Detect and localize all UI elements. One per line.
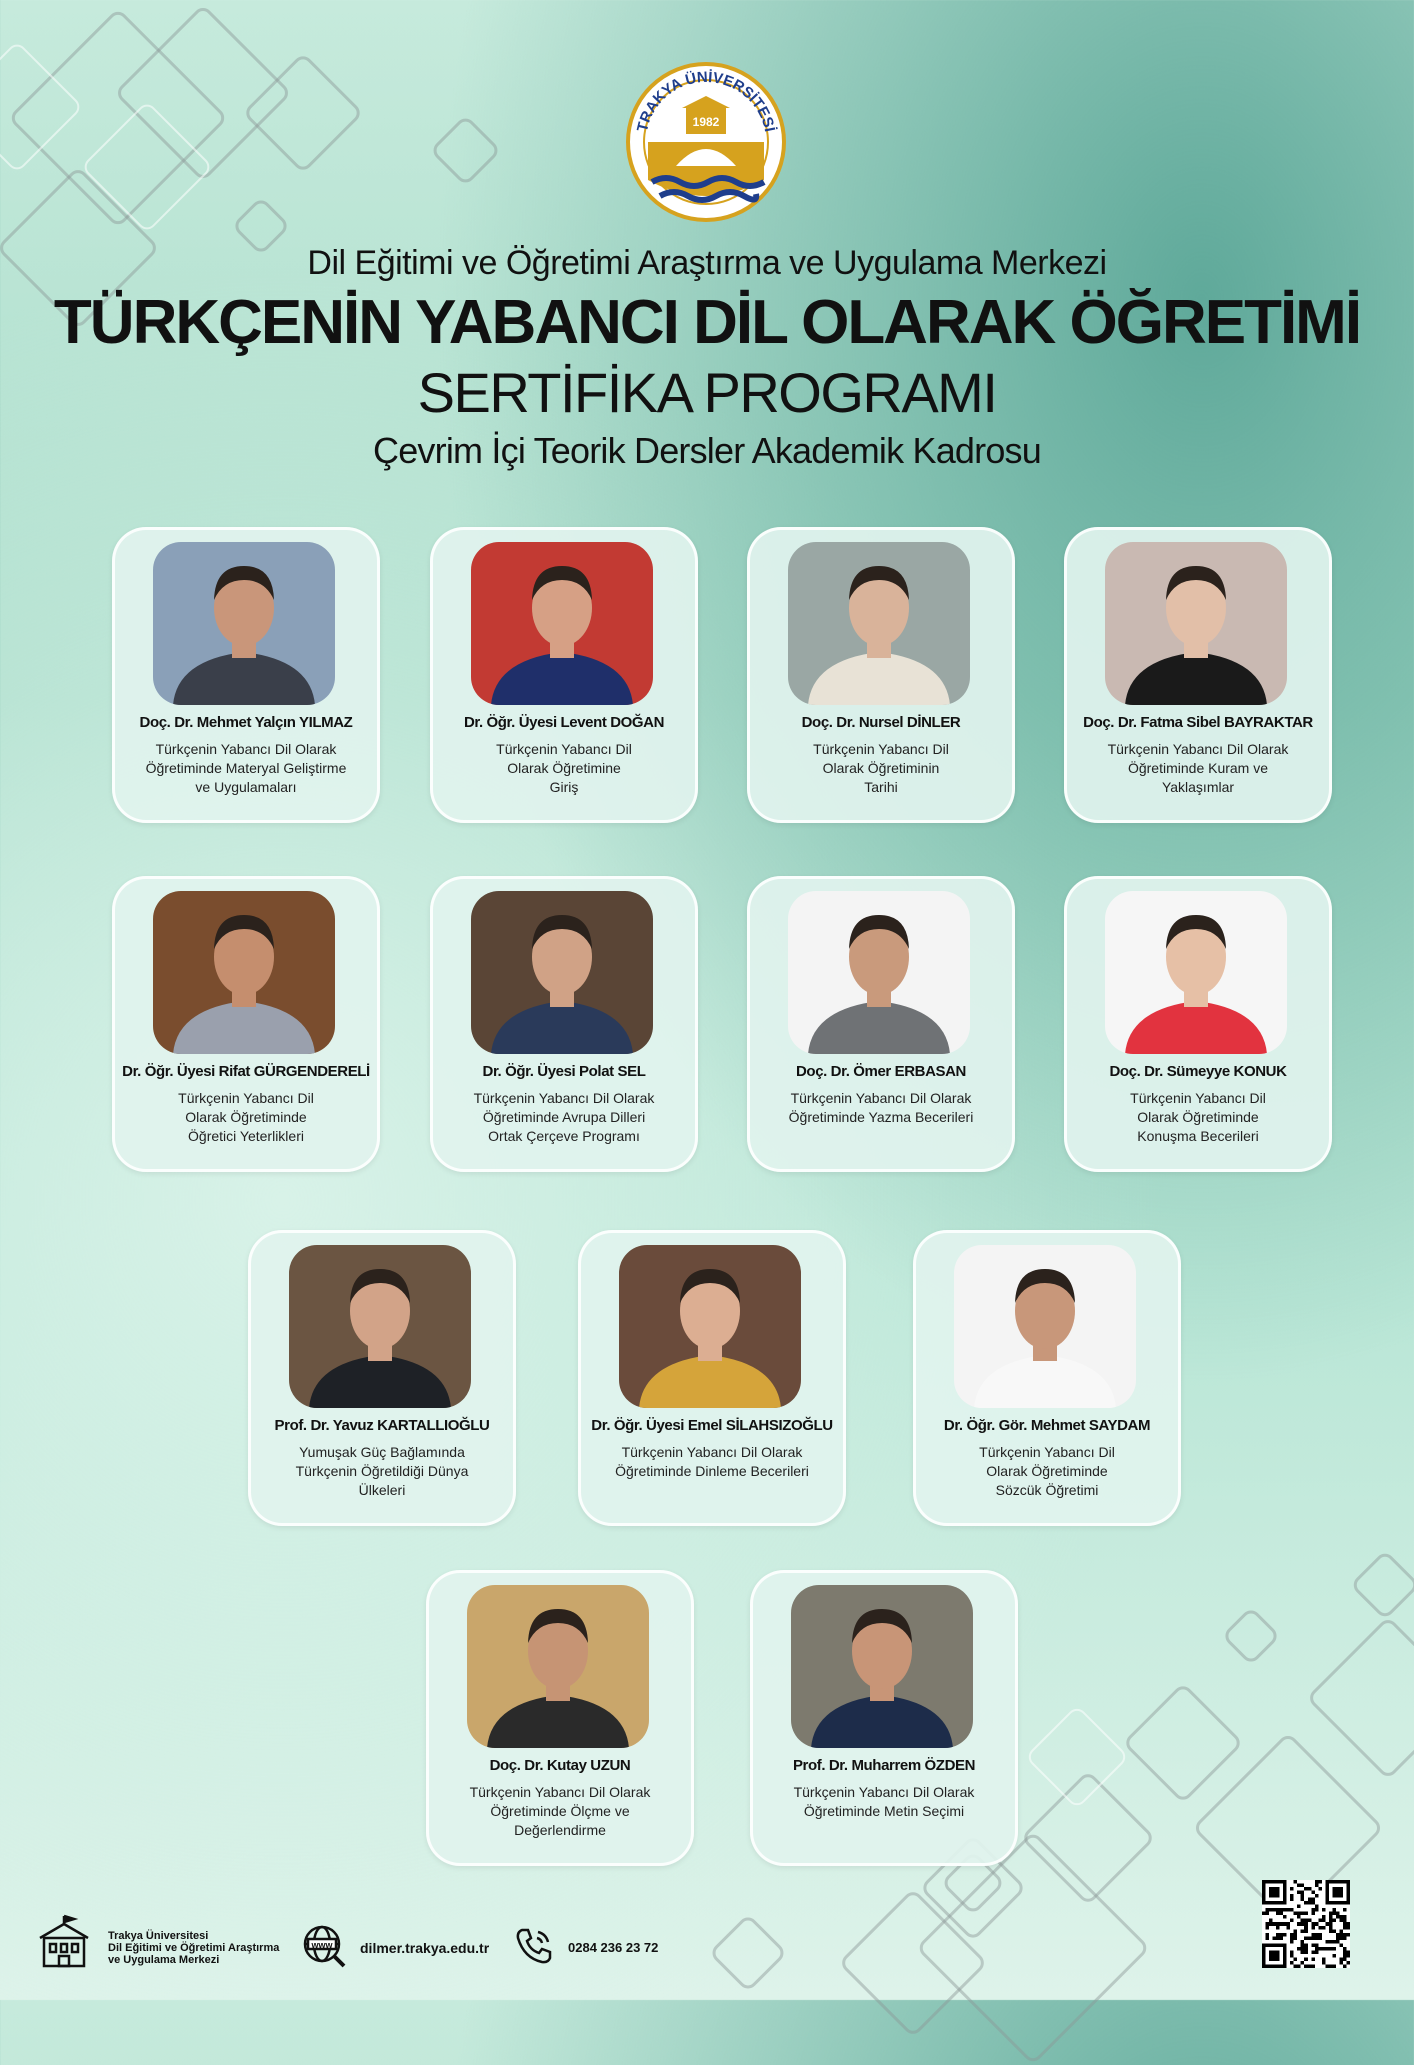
faculty-card — [750, 1570, 1018, 1866]
course-line: Öğretiminde Materyal Geliştirme — [145, 760, 347, 776]
decorative-diamond — [1122, 1682, 1244, 1804]
faculty-name: Doç. Dr. Kutay UZUN — [489, 1757, 631, 1774]
course-line: Türkçenin Yabancı Dil — [813, 741, 949, 757]
phone-number[interactable]: 0284 236 23 72 — [568, 1940, 659, 1955]
course-line: Öğretiminde Metin Seçimi — [803, 1803, 965, 1819]
faculty-card — [747, 527, 1015, 823]
faculty-card — [747, 876, 1015, 1172]
faculty-photo — [619, 1245, 801, 1408]
course-line: Öğretiminde Dinleme Becerileri — [615, 1463, 809, 1479]
faculty-photo — [467, 1585, 649, 1748]
faculty-card — [578, 1230, 846, 1526]
course-line: Öğretiminde Kuram ve — [1127, 760, 1269, 776]
faculty-photo — [788, 542, 970, 705]
decorative-diamond — [1350, 1550, 1414, 1621]
faculty-name: Dr. Öğr. Üyesi Emel SİLAHSIZOĞLU — [591, 1417, 833, 1434]
faculty-course — [133, 740, 359, 797]
course-line: Türkçenin Yabancı Dil — [979, 1444, 1115, 1460]
faculty-course — [1085, 740, 1311, 797]
course-line: Türkçenin Yabancı Dil — [1130, 1090, 1266, 1106]
course-line: Türkçenin Öğretildiği Dünya — [295, 1463, 469, 1479]
faculty-photo — [471, 891, 653, 1054]
course-line: Olarak Öğretimine — [507, 760, 621, 776]
globe-www-icon — [302, 1924, 346, 1968]
course-line: Yumuşak Güç Bağlamında — [299, 1444, 465, 1460]
faculty-photo — [1105, 891, 1287, 1054]
faculty-course — [771, 1783, 997, 1821]
course-line: Olarak Öğretiminde — [185, 1109, 307, 1125]
faculty-heading: Çevrim İçi Teorik Dersler Akademik Kadrosu — [373, 430, 1041, 471]
faculty-course — [133, 1089, 359, 1146]
faculty-course — [451, 740, 677, 797]
institution-line: Dil Eğitimi ve Öğretimi Araştırma — [108, 1942, 280, 1954]
faculty-card — [913, 1230, 1181, 1526]
course-line: Ülkeleri — [358, 1482, 406, 1498]
faculty-name: Doç. Dr. Nursel DİNLER — [801, 714, 961, 731]
decorative-diamond — [1025, 1705, 1130, 1810]
building-icon — [36, 1914, 92, 1970]
faculty-photo — [788, 891, 970, 1054]
faculty-name: Doç. Dr. Ömer ERBASAN — [796, 1063, 966, 1080]
faculty-card — [430, 527, 698, 823]
faculty-photo — [289, 1245, 471, 1408]
faculty-course — [768, 1089, 994, 1127]
faculty-card — [1064, 876, 1332, 1172]
faculty-card — [426, 1570, 694, 1866]
course-line: ve Uygulamaları — [195, 779, 297, 795]
faculty-photo — [153, 891, 335, 1054]
faculty-course — [269, 1443, 495, 1500]
faculty-course — [447, 1783, 673, 1840]
decorative-diamond — [708, 1913, 787, 1992]
faculty-card — [248, 1230, 516, 1526]
faculty-card — [112, 527, 380, 823]
svg-text:TRAKYA ÜNİVERSİTESİ: TRAKYA ÜNİVERSİTESİ — [633, 68, 779, 134]
course-line: Türkçenin Yabancı Dil Olarak — [1107, 741, 1289, 757]
faculty-card — [1064, 527, 1332, 823]
course-line: Olarak Öğretiminde — [986, 1463, 1108, 1479]
course-line: Ortak Çerçeve Programı — [488, 1128, 640, 1144]
course-line: Türkçenin Yabancı Dil — [496, 741, 632, 757]
decorative-diamond — [1306, 1616, 1414, 1780]
course-line: Tarihi — [864, 779, 898, 795]
course-line: Giriş — [549, 779, 579, 795]
faculty-course — [934, 1443, 1160, 1500]
faculty-name: Dr. Öğr. Gör. Mehmet SAYDAM — [943, 1417, 1151, 1434]
faculty-name: Doç. Dr. Sümeyye KONUK — [1109, 1063, 1287, 1080]
faculty-photo — [954, 1245, 1136, 1408]
course-line: Türkçenin Yabancı Dil Olarak — [621, 1444, 803, 1460]
course-line: Değerlendirme — [514, 1822, 606, 1838]
course-line: Olarak Öğretiminin — [822, 760, 940, 776]
decorative-diamond — [1221, 1606, 1280, 1665]
faculty-name: Doç. Dr. Mehmet Yalçın YILMAZ — [139, 714, 353, 731]
course-line: Öğretiminde Yazma Becerileri — [788, 1109, 974, 1125]
course-line: Türkçenin Yabancı Dil Olarak — [793, 1784, 975, 1800]
footer-institution — [108, 1930, 279, 1966]
faculty-name: Prof. Dr. Muharrem ÖZDEN — [792, 1757, 976, 1774]
faculty-course — [599, 1443, 825, 1481]
course-line: Yaklaşımlar — [1161, 779, 1235, 795]
course-line: Sözcük Öğretimi — [995, 1482, 1099, 1498]
course-line: Öğretiminde Ölçme ve — [490, 1803, 630, 1819]
course-line: Öğretici Yeterlikleri — [188, 1128, 304, 1144]
phone-icon — [514, 1926, 554, 1966]
faculty-card — [112, 876, 380, 1172]
course-line: Öğretiminde Avrupa Dilleri — [482, 1109, 646, 1125]
university-logo — [626, 62, 786, 222]
course-line: Olarak Öğretiminde — [1137, 1109, 1259, 1125]
header — [0, 240, 1414, 476]
faculty-course — [451, 1089, 677, 1146]
faculty-name: Doç. Dr. Fatma Sibel BAYRAKTAR — [1083, 714, 1313, 731]
course-line: Türkçenin Yabancı Dil Olarak — [469, 1784, 651, 1800]
institution-line: Trakya Üniversitesi — [108, 1930, 209, 1942]
qr-code[interactable] — [1262, 1880, 1350, 1968]
faculty-course — [768, 740, 994, 797]
course-line: Türkçenin Yabancı Dil Olarak — [473, 1090, 655, 1106]
faculty-photo — [791, 1585, 973, 1748]
faculty-name: Dr. Öğr. Üyesi Rifat GÜRGENDERELİ — [122, 1063, 370, 1080]
faculty-photo — [153, 542, 335, 705]
program-title: TÜRKÇENİN YABANCI DİL OLARAK ÖĞRETİMİ — [53, 288, 1361, 357]
course-line: Türkçenin Yabancı Dil Olarak — [790, 1090, 972, 1106]
course-line: Türkçenin Yabancı Dil Olarak — [155, 741, 337, 757]
website-link[interactable]: dilmer.trakya.edu.tr — [360, 1940, 490, 1956]
program-subtitle: SERTİFİKA PROGRAMI — [417, 361, 997, 424]
svg-text:1982: 1982 — [692, 115, 720, 129]
decorative-diamond — [429, 114, 501, 186]
faculty-course — [1085, 1089, 1311, 1146]
faculty-name: Dr. Öğr. Üyesi Levent DOĞAN — [463, 714, 665, 731]
faculty-name: Prof. Dr. Yavuz KARTALLIOĞLU — [274, 1417, 490, 1434]
faculty-card — [430, 876, 698, 1172]
course-line: Konuşma Becerileri — [1137, 1128, 1259, 1144]
course-line: Türkçenin Yabancı Dil — [178, 1090, 314, 1106]
svg-text:www: www — [311, 1940, 333, 1950]
center-name: Dil Eğitimi ve Öğretimi Araştırma ve Uygulama Merkezi — [307, 244, 1107, 282]
faculty-photo — [471, 542, 653, 705]
faculty-name: Dr. Öğr. Üyesi Polat SEL — [482, 1063, 646, 1080]
faculty-photo — [1105, 542, 1287, 705]
institution-line: ve Uygulama Merkezi — [108, 1954, 220, 1966]
